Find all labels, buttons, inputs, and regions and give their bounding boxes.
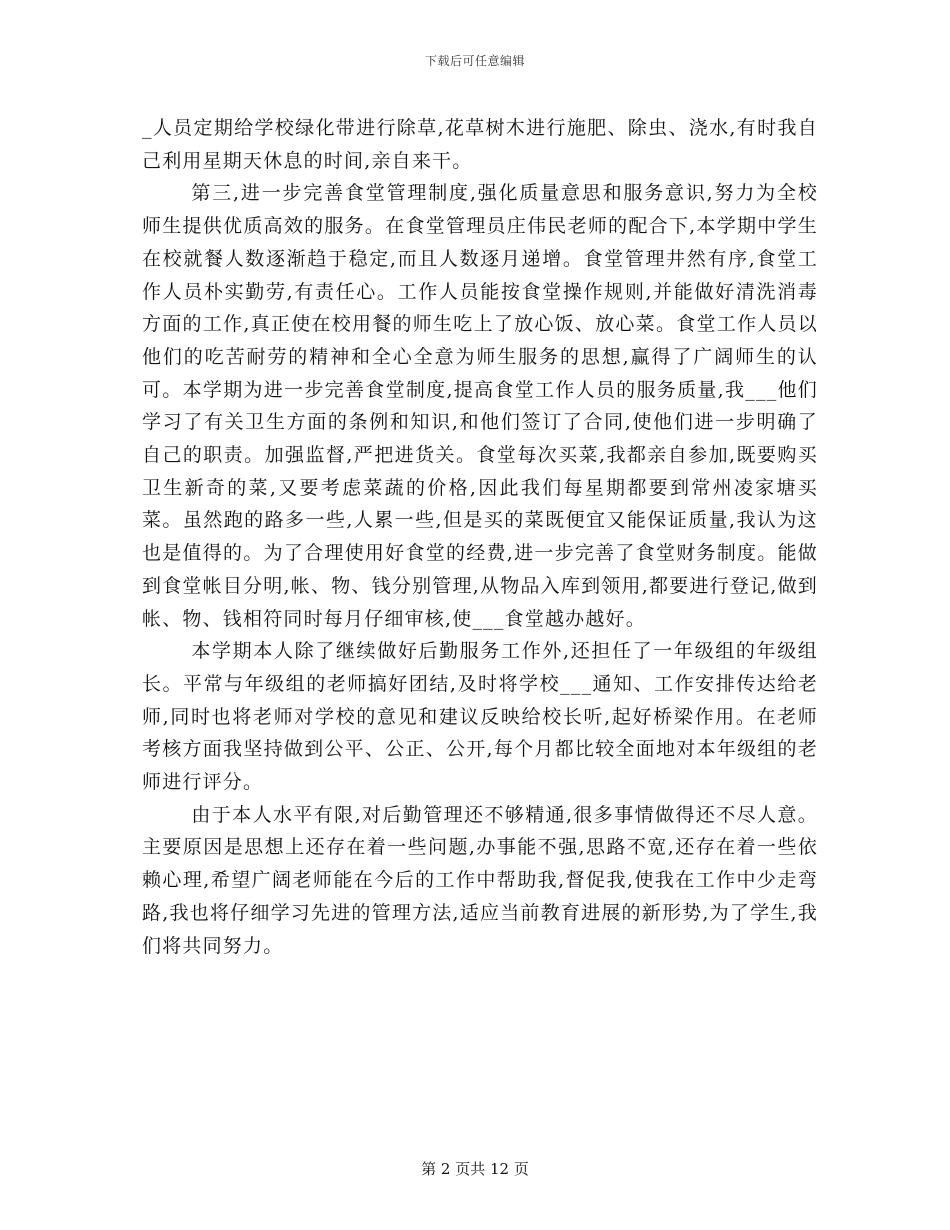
paragraph-self-reflection: 由于本人水平有限,对后勤管理还不够精通,很多事情做得还不尽人意。主要原因是思想上还存在着一些问题,办事能不强,思路不宽,还存在着一些依赖心理,希望广阔老师能在今后的工作中帮助我,督促我,使我在工作中少走弯路,我也将仔细学习先进的管理方法,适应当前教育进展的新形势,为了学生,我们将共同努力。 <box>142 803 818 957</box>
paragraph-cafeteria-management: 第三,进一步完善食堂管理制度,强化质量意思和服务意识,努力为全校师生提供优质高效的服务。在食堂管理员庄伟民老师的配合下,本学期中学生在校就餐人数逐渐趋于稳定,而且人数逐月递增。食堂管理井然有序,食堂工作人员朴实勤劳,有责任心。工作人员能按食堂操作规则,并能做好清洗消毒方面的工作,真正使在校用餐的师生吃上了放心饭、放心菜。食堂工作人员以他们的吃苦耐劳的精神和全心全意为师生服务的思想,赢得了广阔师生的认可。本学期为进一步完善食堂制度,提高食堂工作人员的服务质量,我___他们学习了有关卫生方面的条例和知识,和他们签订了合同,使他们进一步明确了自己的职责。加强监督,严把进货关。食堂每次买菜,我都亲自参加,既要购买卫生新奇的菜,又要考虑菜蔬的价格,因此我们每星期都要到常州凌家塘买菜。虽然跑的路多一些,人累一些,但是买的菜既便宜又能保证质量,我认为这也是值得的。为了合理使用好食堂的经费,进一步完善了食堂财务制度。能做到食堂帐目分明,帐、物、钱分别管理,从物品入库到领用,都要进行登记,做到帐、物、钱相符同时每月仔细审核,使___食堂越办越好。 <box>142 182 818 630</box>
page-number-footer: 第 2 页共 12 页 <box>421 1160 529 1178</box>
paragraph-continuation: _人员定期给学校绿化带进行除草,花草树木进行施肥、除虫、浇水,有时我自己利用星期天休息的时间,亲自来干。 <box>142 117 818 172</box>
page-header: 下载后可任意编辑 <box>424 54 525 68</box>
paragraph-grade-leader: 本学期本人除了继续做好后勤服务工作外,还担任了一年级组的年级组长。平常与年级组的老师搞好团结,及时将学校___通知、工作安排传达给老师,同时也将老师对学校的意见和建议反映给校长听,起好桥梁作用。在老师考核方面我坚持做到公平、公正、公开,每个月都比较全面地对本年级组的老师进行评分。 <box>142 640 818 794</box>
document-body <box>142 112 818 962</box>
